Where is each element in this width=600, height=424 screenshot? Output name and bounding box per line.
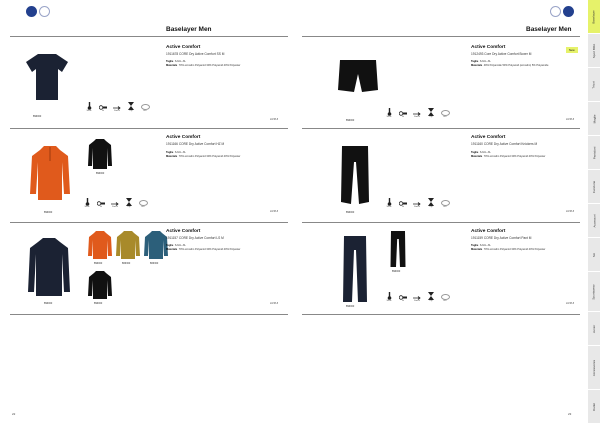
product-title: Active Comfort bbox=[471, 135, 506, 140]
tab-pantaloni[interactable]: Pantaloni bbox=[588, 136, 600, 170]
variant-code: B69300 bbox=[150, 262, 159, 265]
divider bbox=[10, 314, 288, 315]
longsleeve-mustard-image bbox=[116, 230, 140, 260]
left-page bbox=[8, 0, 296, 424]
divider bbox=[10, 36, 288, 37]
longsleeve-image bbox=[28, 236, 70, 298]
product-subtitle: 1911678 CORE Dry Active Comfort SS M bbox=[166, 52, 225, 56]
product-subtitle: 1912493 Core Dry Active Comfort Boxer M bbox=[471, 52, 532, 56]
divider bbox=[302, 222, 580, 223]
pant-black-image bbox=[390, 230, 406, 268]
size-label: Taglie bbox=[471, 151, 479, 154]
product-title: Active Comfort bbox=[166, 135, 201, 140]
page-ref: 22/38-8 bbox=[566, 118, 575, 121]
hourglass-icon bbox=[428, 108, 434, 116]
feature-icons: Warm Fit Stretch Dry Eco bbox=[384, 198, 450, 209]
page-number: 23 bbox=[568, 412, 572, 416]
section-title: Baselayer Men bbox=[166, 26, 212, 33]
page-ref: 22/38-8 bbox=[270, 210, 279, 213]
section-title: Baselayer Men bbox=[526, 26, 572, 33]
sizes: S-M-L-XL bbox=[174, 151, 186, 154]
tab-tricot[interactable]: Tricot bbox=[588, 68, 600, 102]
variant-code: B99000 bbox=[346, 211, 355, 214]
tab-baselayer[interactable]: Baselayer bbox=[588, 0, 600, 34]
variant-code: B99000 bbox=[94, 302, 103, 305]
product-subtitle: 1911166 CORE Dry Active Comfort HZ M bbox=[166, 142, 225, 146]
variant-code: B69300 bbox=[122, 262, 131, 265]
thermometer-icon bbox=[387, 292, 392, 300]
divider bbox=[10, 222, 288, 223]
tshirt-image bbox=[24, 52, 70, 102]
product-card bbox=[302, 132, 580, 220]
longsleeve-black-image bbox=[88, 270, 112, 300]
logo-circle-icon bbox=[550, 6, 561, 17]
page-ref: 22/38-8 bbox=[566, 302, 575, 305]
material-label: Materiale bbox=[166, 248, 178, 251]
material: 70% ecruslim Polyamid 30% Polyamid 40% Polyester bbox=[483, 248, 546, 251]
thermometer-icon bbox=[387, 198, 392, 206]
page-number: 22 bbox=[12, 412, 16, 416]
tab-accessories[interactable]: Accessories bbox=[588, 346, 600, 390]
material-label: Materiale bbox=[471, 155, 483, 158]
size-label: Taglie bbox=[166, 60, 174, 63]
product-title: Active Comfort bbox=[166, 229, 201, 234]
material: 70% ecruslim Polyamid 30% Polyamid 40% Polyester bbox=[178, 155, 241, 158]
material-label: Materiale bbox=[471, 248, 483, 251]
hourglass-icon bbox=[428, 198, 434, 206]
size-label: Taglie bbox=[471, 244, 479, 247]
sizes: S-M-L-XL bbox=[479, 244, 491, 247]
product-card bbox=[302, 226, 580, 312]
variant-code: B99000 bbox=[33, 115, 42, 118]
product-card bbox=[10, 40, 288, 126]
page-ref: 22/38-8 bbox=[270, 118, 279, 121]
variant-code: B99000 bbox=[96, 172, 105, 175]
halfzip-image bbox=[30, 144, 70, 202]
material: 70% ecruslim Polyamid 30% Polyamid 40% Polyester bbox=[483, 155, 546, 158]
category-tab-bar bbox=[588, 0, 600, 424]
product-subtitle: 1911157 CORE Dry Active Comfort LS M bbox=[166, 236, 224, 240]
feature-icons: Warm Fit Stretch Dry Eco bbox=[384, 292, 450, 303]
logo-circle-icon bbox=[39, 6, 50, 17]
right-page bbox=[300, 0, 588, 424]
material-label: Materiale bbox=[166, 64, 178, 67]
material-label: Materiale bbox=[471, 64, 483, 67]
variant-code: B99000 bbox=[94, 262, 103, 265]
new-badge: New bbox=[566, 47, 578, 53]
feature-icons: Warm Fit Stretch Dry Eco bbox=[82, 198, 148, 209]
variant-code: B99000 bbox=[392, 270, 401, 273]
product-title: Active Comfort bbox=[471, 229, 506, 234]
variant-code: B99000 bbox=[346, 305, 355, 308]
material: 70% ecruslim Polyamid 30% Polyamid 40% Polyester bbox=[178, 248, 241, 251]
tab-accessori[interactable]: Accessori bbox=[588, 204, 600, 238]
logo-circle-icon bbox=[26, 6, 37, 17]
divider bbox=[302, 314, 580, 315]
thermometer-icon bbox=[387, 108, 392, 116]
size-label: Taglie bbox=[166, 244, 174, 247]
tab-junior[interactable]: Junior bbox=[588, 312, 600, 346]
product-subtitle: 1911159 CORE Dry Active Comfort Pant M bbox=[471, 236, 532, 240]
tab-outlet[interactable]: Outlet bbox=[588, 390, 600, 424]
sizes: S-M-L-XL bbox=[479, 151, 491, 154]
hourglass-icon bbox=[428, 292, 434, 300]
page-ref: 22/38-8 bbox=[566, 210, 575, 213]
material: 70% ecruslim Polyamid 30% Polyamid 40% Polyester bbox=[178, 64, 241, 67]
divider bbox=[302, 128, 580, 129]
size-label: Taglie bbox=[471, 60, 479, 63]
material: 49% Polyamide 50% Polyamid (ecruslim) 5% Polyamide bbox=[483, 64, 549, 67]
variant-code: B99000 bbox=[346, 119, 355, 122]
thermometer-icon bbox=[85, 198, 90, 206]
variant-code: B99000 bbox=[44, 211, 53, 214]
logo-circle-icon bbox=[563, 6, 574, 17]
feature-icons: Warm Fit Stretch Dry Eco bbox=[384, 108, 450, 119]
longsleeve-orange-image bbox=[88, 230, 112, 260]
product-card bbox=[10, 132, 288, 220]
longsleeve-teal-image bbox=[144, 230, 168, 260]
hourglass-icon bbox=[128, 102, 134, 110]
product-card bbox=[10, 226, 288, 312]
sizes: S-M-L-XL bbox=[174, 244, 186, 247]
product-title: Active Comfort bbox=[471, 45, 506, 50]
tab-funzione[interactable]: Funzione bbox=[588, 170, 600, 204]
knickers-image bbox=[340, 144, 370, 206]
tab-sportswear[interactable]: Sportswear bbox=[588, 272, 600, 312]
product-subtitle: 1911160 CORE Dry Active Comfort Knickers M bbox=[471, 142, 538, 146]
product-card bbox=[302, 40, 580, 126]
sizes: S-M-L-XL bbox=[479, 60, 491, 63]
tab-maglie[interactable]: Maglie bbox=[588, 102, 600, 136]
variant-code: B99000 bbox=[44, 302, 53, 305]
size-label: Taglie bbox=[166, 151, 174, 154]
boxer-image bbox=[338, 58, 378, 94]
divider bbox=[10, 128, 288, 129]
page-ref: 22/38-8 bbox=[270, 302, 279, 305]
tab-sport-bra[interactable]: Sport BRA bbox=[588, 34, 600, 68]
sizes: S-M-L-XL bbox=[174, 60, 186, 63]
tab-sci[interactable]: Sci bbox=[588, 238, 600, 272]
divider bbox=[302, 36, 580, 37]
hourglass-icon bbox=[126, 198, 132, 206]
product-title: Active Comfort bbox=[166, 45, 201, 50]
pant-image bbox=[342, 234, 368, 304]
material-label: Materiale bbox=[166, 155, 178, 158]
halfzip-black-image bbox=[88, 138, 112, 170]
feature-icons: Warm Fit Stretch Dry Eco bbox=[84, 102, 150, 113]
thermometer-icon bbox=[87, 102, 92, 110]
